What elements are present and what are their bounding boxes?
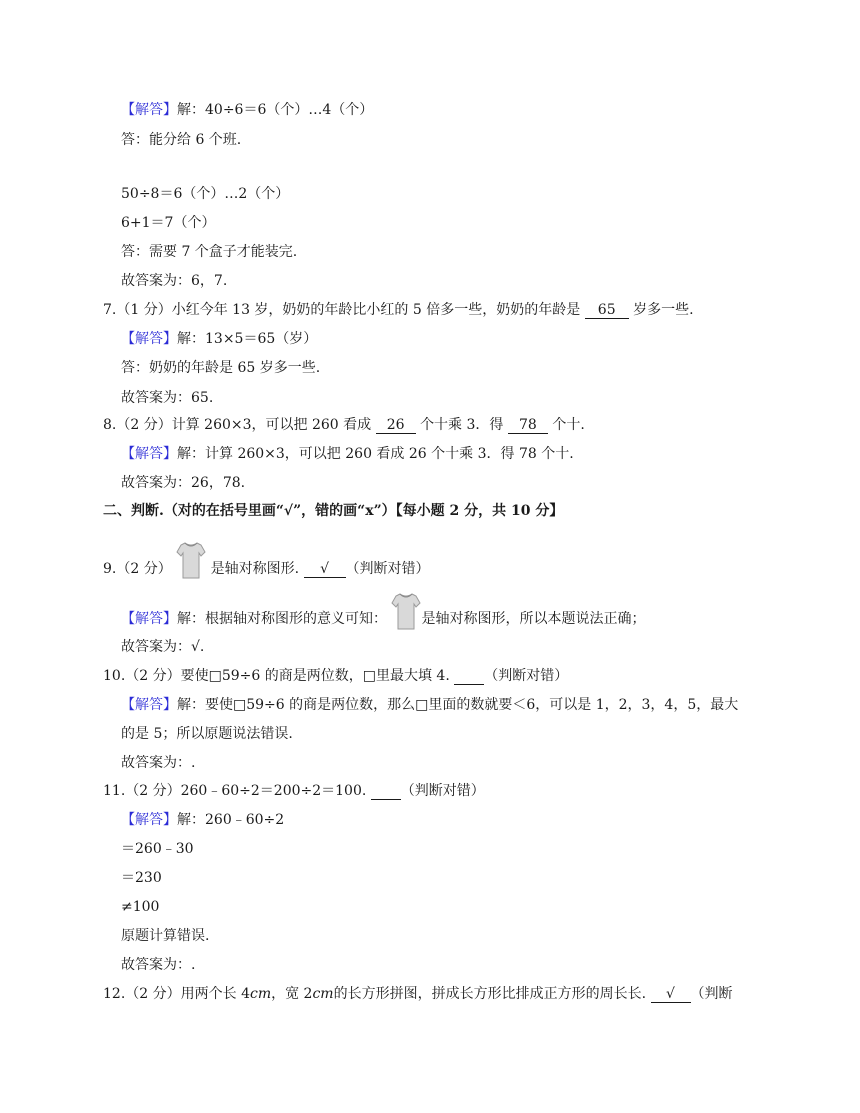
answer-blank: 26: [376, 417, 416, 434]
question-11: 11.（2 分）260﹣60÷2＝200÷2＝100. （判断对错）: [103, 783, 485, 799]
answer-tag: 【解答】: [121, 697, 177, 713]
answer-line: 答：奶奶的年龄是 65 岁多一些.: [121, 360, 321, 376]
question-7: 7.（1 分）小红今年 13 岁，奶奶的年龄比小红的 5 倍多一些，奶奶的年龄是 65 岁多一些.: [103, 302, 694, 318]
answer-line: 【解答】解：13×5＝65（岁）: [121, 331, 318, 347]
answer-line: 答：需要 7 个盒子才能装完.: [121, 244, 298, 260]
question-9: 9.（2 分） 是轴对称图形. √ （判断对错）: [103, 540, 430, 598]
answer-line: 50÷8＝6（个）…2（个）: [121, 186, 290, 202]
answer-line: 答：能分给 6 个班.: [121, 132, 242, 148]
answer-line: ＝260﹣30: [121, 841, 194, 857]
answer-line: 【解答】解：40÷6＝6（个）…4（个）: [121, 102, 374, 118]
answer-line: 故答案为：6，7.: [121, 273, 228, 289]
answer-line: 故答案为：√.: [121, 639, 205, 655]
answer-blank: 65: [585, 302, 629, 319]
answer-line: 故答案为：65.: [121, 390, 214, 406]
answer-line: 【解答】解：260﹣60÷2: [121, 812, 285, 828]
answer-line: 原题计算错误.: [121, 928, 210, 944]
answer-line: 故答案为：.: [121, 755, 196, 771]
answer-line: 【解答】解：计算 260×3，可以把 260 看成 26 个十乘 3．得 78 个十.: [121, 446, 574, 462]
answer-blank: [454, 668, 484, 685]
question-8: 8.（2 分）计算 260×3，可以把 260 看成 26 个十乘 3．得 78 个十.: [103, 417, 585, 433]
answer-blank: √: [651, 986, 691, 1003]
answer-line: 【解答】解：根据轴对称图形的意义可知： 是轴对称图形，所以本题说法正确；: [121, 591, 645, 647]
section-heading: 二、判断.（对的在括号里画“√”，错的画“x”）【每小题 2 分，共 10 分】: [103, 503, 564, 519]
answer-blank: √: [304, 561, 346, 578]
question-10: 10.（2 分）要使□59÷6 的商是两位数，□里最大填 4. （判断对错）: [103, 668, 569, 684]
answer-blank: 78: [508, 417, 548, 434]
answer-line: 故答案为：26，78.: [121, 475, 246, 491]
shirt-icon: [176, 540, 206, 598]
answer-line: 6+1＝7（个）: [121, 215, 216, 231]
answer-line: 故答案为：.: [121, 957, 196, 973]
shirt-icon: [391, 591, 421, 647]
question-12: 12.（2 分）用两个长 4cm，宽 2cm的长方形拼图，拼成长方形比排成正方形的周长长. √ （判断: [103, 986, 733, 1002]
answer-blank: [371, 783, 401, 800]
answer-tag: 【解答】: [121, 812, 177, 828]
answer-tag: 【解答】: [121, 611, 177, 627]
answer-tag: 【解答】: [121, 102, 177, 118]
answer-line: ≠100: [121, 899, 160, 915]
answer-tag: 【解答】: [121, 446, 177, 462]
answer-line: 【解答】解：要使□59÷6 的商是两位数，那么□里面的数就要＜6，可以是 1，2，3，4，5，最大: [121, 697, 739, 713]
answer-line: ＝230: [121, 870, 162, 886]
answer-line: 的是 5；所以原题说法错误.: [121, 726, 293, 742]
answer-tag: 【解答】: [121, 331, 177, 347]
